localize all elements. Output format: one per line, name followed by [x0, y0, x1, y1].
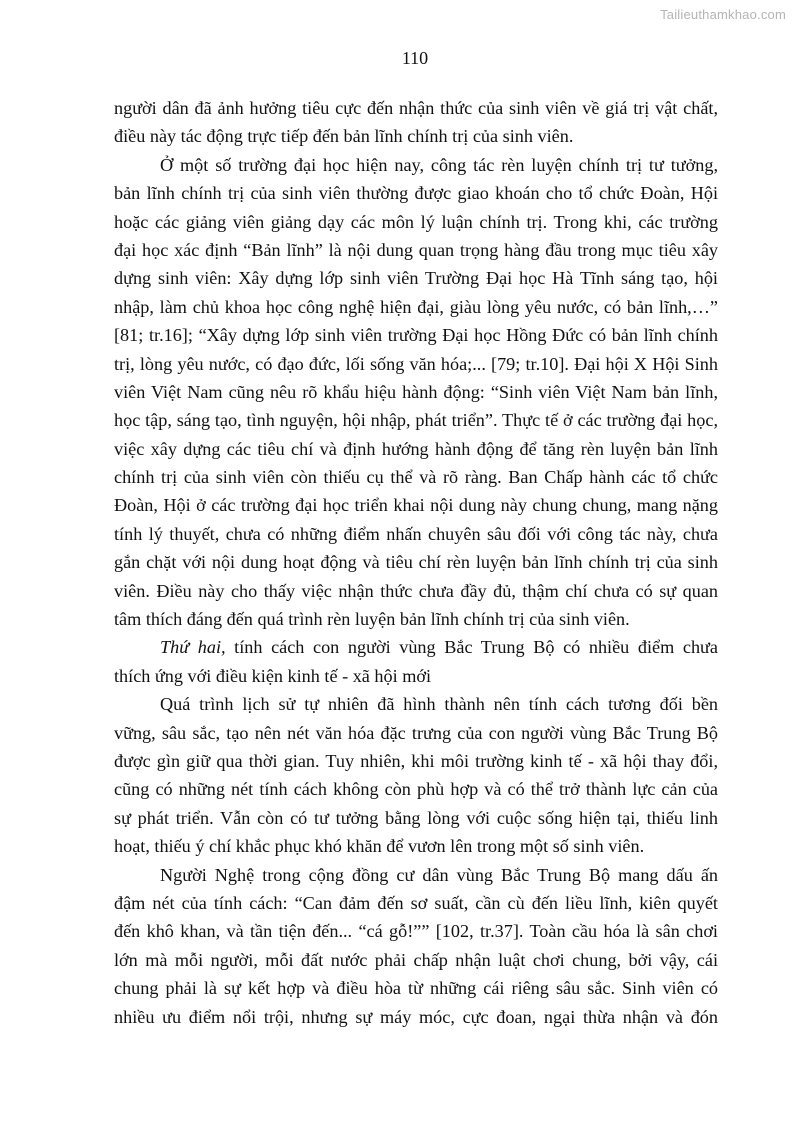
text-line: viên Việt Nam cũng nêu rõ khẩu hiệu hành động: “Sinh viên Việt Nam bản lĩnh,: [114, 381, 718, 402]
text-line: dựng sinh viên: Xây dựng lớp sinh viên Trường Đại học Hà Tĩnh sáng tạo, hội: [114, 268, 718, 289]
text-line: [81; tr.16]; “Xây dựng lớp sinh viên trường Đại học Hồng Đức có bản lĩnh chính: [114, 325, 718, 346]
text-line: được gìn giữ qua thời gian. Tuy nhiên, khi môi trường kinh tế - xã hội thay đổi,: [114, 750, 718, 771]
text-line: cũng có những nét tính cách không còn phù hợp và có thể trở thành lực cản của: [114, 779, 718, 800]
text-line: điều này tác động trực tiếp đến bản lĩnh chính trị của sinh viên.: [114, 126, 574, 147]
text-line: vững, sâu sắc, tạo nên nét văn hóa đặc trưng của con người vùng Bắc Trung Bộ: [114, 722, 718, 743]
document-body: [114, 94, 718, 1031]
text-line: tính lý thuyết, chưa có những điểm nhấn chuyên sâu đối với công tác này, chưa: [114, 523, 718, 544]
text-line: hoặc các giảng viên giảng dạy các môn lý luận chính trị. Trong khi, các trường: [114, 211, 718, 232]
text-line: Quá trình lịch sử tự nhiên đã hình thành nên tính cách tương đối bền: [160, 694, 718, 715]
text-line: Người Nghệ trong cộng đồng cư dân vùng Bắc Trung Bộ mang dấu ấn: [160, 864, 718, 885]
text-line: trị, lòng yêu nước, có đạo đức, lối sống văn hóa;... [79; tr.10]. Đại hội X Hội Sinh: [114, 353, 718, 374]
text-line: Đoàn, Hội ở các trường đại học triển khai nội dung này chung chung, mang nặng: [114, 495, 718, 516]
text-line: đến khô khan, và tần tiện đến... “cá gỗ!”” [102, tr.37]. Toàn cầu hóa là sân chơi: [114, 921, 718, 942]
page-number: 110: [401, 48, 429, 68]
text-line: viên. Điều này cho thấy việc nhận thức chưa đầy đủ, thậm chí chưa có sự quan: [114, 580, 718, 601]
text-line: sự phát triển. Vẫn còn có tư tưởng bằng lòng với cuộc sống hiện tại, thiếu linh: [114, 807, 718, 828]
text-line: việc xây dựng các tiêu chí và định hướng hành động để tăng rèn luyện bản lĩnh: [114, 438, 718, 459]
text-line: chính trị của sinh viên còn thiếu cụ thể và rõ ràng. Ban Chấp hành các tổ chức: [114, 467, 718, 488]
text-line: học tập, sáng tạo, tình nguyện, hội nhập, phát triển”. Thực tế ở các trường đại học,: [114, 410, 718, 431]
text-line: chung phải là sự kết hợp và điều hòa từ những cái riêng sâu sắc. Sinh viên có: [114, 978, 718, 999]
watermark-text: Tailieuthamkhao.com: [660, 7, 786, 22]
text-line: gắn chặt với nội dung hoạt động và tiêu chí rèn luyện bản lĩnh chính trị của sinh: [114, 552, 718, 573]
section-heading-line: [114, 633, 718, 661]
text-line: lớn mà mỗi người, mỗi đất nước phải chấp nhận luật chơi chung, bởi vậy, cái: [114, 949, 718, 970]
text-line: thích ứng với điều kiện kinh tế - xã hội mới: [114, 665, 432, 686]
text-line: nhiều ưu điểm nổi trội, nhưng sự máy móc, cực đoan, ngại thừa nhận và đón: [114, 1006, 718, 1027]
heading-rest: tính cách con người vùng Bắc Trung Bộ có nhiều điểm chưa: [225, 637, 718, 658]
text-line: bản lĩnh chính trị của sinh viên thường được giao khoán cho tổ chức Đoàn, Hội: [114, 183, 718, 204]
text-line: tâm thích đáng đến quá trình rèn luyện bản lĩnh chính trị của sinh viên.: [114, 609, 630, 630]
text-line: hoạt, thiếu ý chí khắc phục khó khăn để vươn lên trong một số sinh viên.: [114, 836, 645, 857]
text-line: người dân đã ảnh hưởng tiêu cực đến nhận thức của sinh viên về giá trị vật chất,: [114, 98, 718, 118]
text-line: đậm nét của tính cách: “Can đảm đến sơ suất, cần cù đến liều lĩnh, kiên quyết: [114, 892, 718, 913]
text-line: nhập, làm chủ khoa học công nghệ hiện đại, giàu lòng yêu nước, có bản lĩnh,…”: [114, 296, 718, 317]
heading-italic: Thứ hai,: [160, 637, 226, 658]
text-line: Ở một số trường đại học hiện nay, công tác rèn luyện chính trị tư tưởng,: [160, 154, 718, 175]
text-line: đại học xác định “Bản lĩnh” là nội dung quan trọng hàng đầu trong mục tiêu xây: [114, 239, 718, 260]
